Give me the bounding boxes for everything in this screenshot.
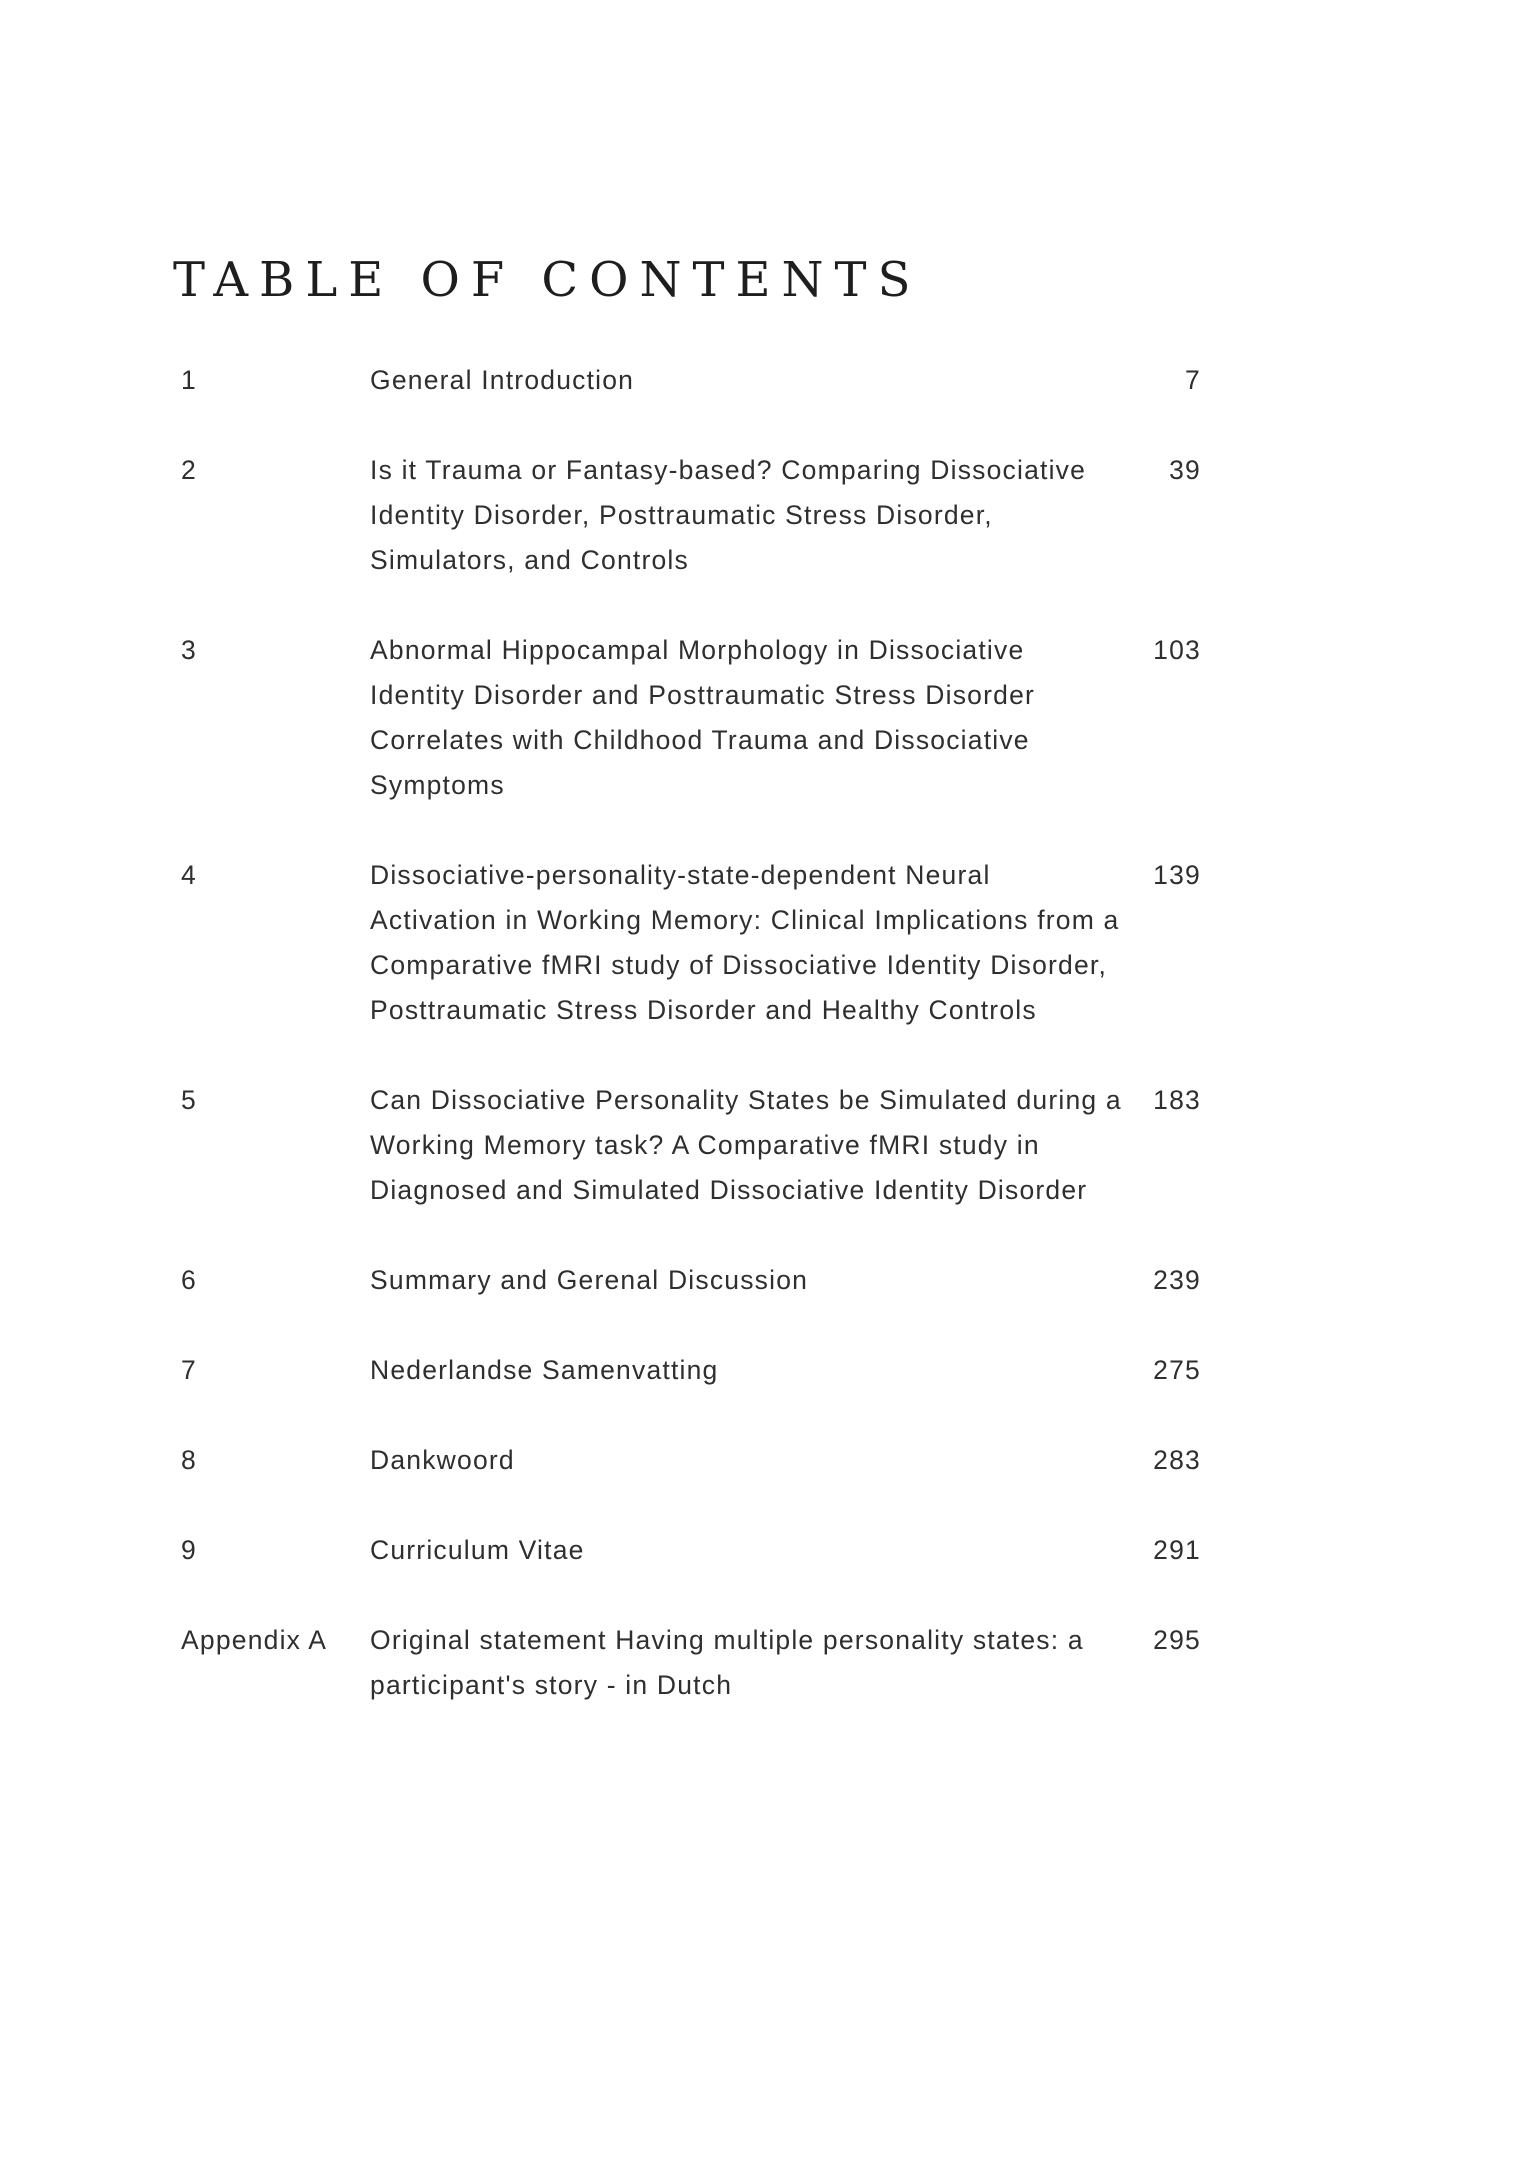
toc-entry <box>181 1078 1201 1213</box>
chapter-number: 4 <box>181 860 197 890</box>
chapter-title: Original statement Having multiple personality states: a participant's story - in Dutch <box>370 1625 1084 1700</box>
toc-entry <box>181 1618 1201 1708</box>
chapter-number: 3 <box>181 635 197 665</box>
chapter-title: Curriculum Vitae <box>370 1535 585 1565</box>
page-number: 239 <box>1153 1265 1201 1295</box>
page-number: 275 <box>1153 1355 1201 1385</box>
page-number: 183 <box>1153 1085 1201 1115</box>
chapter-number: 7 <box>181 1355 197 1385</box>
chapter-title: General Introduction <box>370 365 635 395</box>
page-number: 139 <box>1153 860 1201 890</box>
toc-entry <box>181 1258 1201 1303</box>
page-title: TABLE OF CONTENTS <box>173 252 922 308</box>
chapter-title: Abnormal Hippocampal Morphology in Dissociative Identity Disorder and Posttraumatic Stress Disorder Correlates with Childhood Trauma and Dissociative Symptoms <box>370 635 1036 800</box>
toc-entry <box>181 1438 1201 1483</box>
chapter-title: Summary and Gerenal Discussion <box>370 1265 809 1295</box>
page-number: 103 <box>1153 635 1201 665</box>
chapter-number: 6 <box>181 1265 197 1295</box>
chapter-number: 5 <box>181 1085 197 1115</box>
chapter-number: 2 <box>181 455 197 485</box>
toc-list <box>181 358 1201 1753</box>
chapter-title: Dankwoord <box>370 1445 515 1475</box>
page-number: 7 <box>1185 365 1201 395</box>
page-number: 291 <box>1153 1535 1201 1565</box>
chapter-number: 9 <box>181 1535 197 1565</box>
appendix-label: Appendix A <box>181 1625 328 1655</box>
chapter-title: Is it Trauma or Fantasy-based? Comparing Dissociative Identity Disorder, Posttraumatic Stress Disorder, Simulators, and Controls <box>370 455 1087 575</box>
toc-entry <box>181 628 1201 808</box>
toc-entry <box>181 1528 1201 1573</box>
toc-entry <box>181 1348 1201 1393</box>
page-number: 39 <box>1169 455 1201 485</box>
chapter-number: 1 <box>181 365 197 395</box>
chapter-number: 8 <box>181 1445 197 1475</box>
toc-entry <box>181 448 1201 583</box>
chapter-title: Can Dissociative Personality States be Simulated during a Working Memory task? A Comparative fMRI study in Diagnosed and Simulated Dissociative Identity Disorder <box>370 1085 1122 1205</box>
chapter-title: Nederlandse Samenvatting <box>370 1355 719 1385</box>
toc-entry <box>181 358 1201 403</box>
chapter-title: Dissociative-personality-state-dependent Neural Activation in Working Memory: Clinical Implications from a Comparative fMRI study of Dissociative Identity Disorder, Posttraumatic Stress Disorder and Healthy Controls <box>370 860 1120 1025</box>
page-number: 295 <box>1153 1625 1201 1655</box>
toc-entry <box>181 853 1201 1033</box>
page-number: 283 <box>1153 1445 1201 1475</box>
